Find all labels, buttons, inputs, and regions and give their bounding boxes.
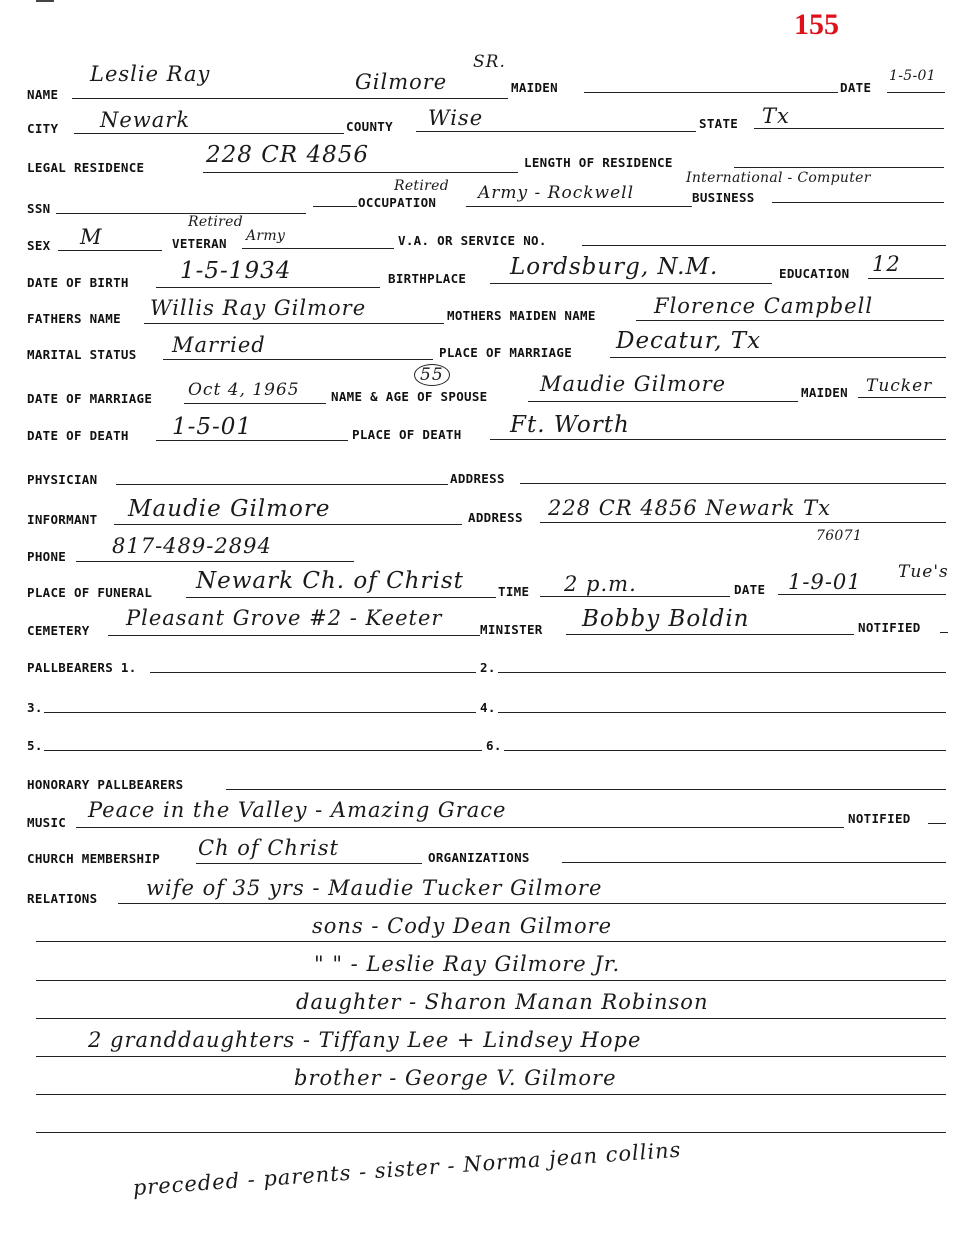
state-line (754, 128, 944, 129)
pallbearer-5-label: 5. (27, 738, 43, 753)
notified-label: NOTIFIED (858, 620, 921, 635)
date-of-marriage-label: DATE OF MARRIAGE (27, 391, 153, 406)
relations-line-7 (36, 1132, 946, 1133)
pallbearer-4-label: 4. (480, 700, 496, 715)
relations-line-1 (118, 903, 946, 904)
phone-line (76, 561, 354, 562)
fathers-name-value: Willis Ray Gilmore (150, 296, 367, 320)
relations-line-6 (36, 1094, 946, 1095)
va-service-no-line (582, 245, 946, 246)
organizations-line (562, 862, 946, 863)
spouse-name-line (528, 401, 798, 402)
funeral-date-label: DATE (734, 582, 766, 597)
minister-label: MINISTER (480, 622, 543, 637)
pallbearers-1-label: PALLBEARERS 1. (27, 660, 137, 675)
physician-line (116, 484, 448, 485)
legal-residence-label: LEGAL RESIDENCE (27, 160, 145, 175)
veteran-note-value: Retired (188, 214, 243, 230)
relations-3-value: " " - Leslie Ray Gilmore Jr. (314, 952, 621, 976)
sex-label: SEX (27, 238, 51, 253)
marital-status-line (163, 359, 433, 360)
date-label: DATE (840, 80, 872, 95)
birthplace-line (490, 283, 772, 284)
name-age-spouse-label: NAME & AGE OF SPOUSE (331, 389, 488, 404)
last-name-value: Gilmore (355, 70, 448, 94)
pallbearer-1-line (150, 672, 476, 673)
honorary-pallbearers-label: HONORARY PALLBEARERS (27, 777, 184, 792)
city-value: Newark (100, 108, 191, 132)
relations-4-value: daughter - Sharon Manan Robinson (296, 990, 709, 1014)
state-value: Tx (762, 104, 790, 128)
date-value: 1-5-01 (889, 68, 936, 84)
cemetery-label: CEMETERY (27, 623, 90, 638)
informant-address-line (540, 522, 946, 523)
va-service-no-label: V.A. OR SERVICE NO. (398, 233, 547, 248)
phone-label: PHONE (27, 549, 67, 564)
business-line (772, 202, 944, 203)
place-of-funeral-line (186, 597, 496, 598)
date-line (887, 92, 945, 93)
informant-zip-value: 76071 (816, 528, 863, 544)
date-of-birth-line (156, 287, 380, 288)
notified-line (940, 632, 948, 633)
county-line (416, 131, 696, 132)
state-label: STATE (699, 116, 739, 131)
informant-value: Maudie Gilmore (128, 496, 331, 522)
place-of-marriage-label: PLACE OF MARRIAGE (439, 345, 573, 360)
occupation-value: Army - Rockwell (478, 183, 635, 203)
cemetery-line (108, 635, 480, 636)
legal-residence-line (203, 172, 518, 173)
spouse-maiden-value: Tucker (866, 376, 933, 396)
fathers-name-line (144, 323, 444, 324)
music-notified-label: NOTIFIED (848, 811, 911, 826)
relations-line-2 (36, 941, 946, 942)
church-membership-line (196, 863, 422, 864)
pallbearer-4-line (498, 712, 946, 713)
occupation-leader-line (313, 206, 357, 207)
relations-line-4 (36, 1018, 946, 1019)
date-of-birth-value: 1-5-1934 (180, 258, 292, 284)
county-label: COUNTY (346, 119, 393, 134)
informant-line (114, 524, 462, 525)
music-label: MUSIC (27, 815, 67, 830)
time-label: TIME (498, 584, 530, 599)
relations-line-3 (36, 980, 946, 981)
mothers-maiden-name-value: Florence Campbell (654, 294, 874, 318)
pallbearer-2-line (498, 672, 946, 673)
spouse-maiden-line (858, 397, 946, 398)
veteran-value: Army (246, 228, 286, 244)
spouse-maiden-label: MAIDEN (801, 385, 848, 400)
suffix-value: SR. (473, 52, 506, 72)
preceded-note: preceded - parents - sister - Norma jean collins (132, 1137, 683, 1200)
music-notified-line (928, 823, 946, 824)
place-of-death-value: Ft. Worth (510, 412, 630, 438)
occupation-note-value: Retired (394, 178, 449, 194)
place-of-funeral-value: Newark Ch. of Christ (196, 568, 464, 594)
ssn-label: SSN (27, 201, 51, 216)
pallbearer-6-label: 6. (486, 738, 502, 753)
music-value: Peace in the Valley - Amazing Grace (88, 798, 507, 822)
mothers-maiden-name-line (636, 320, 944, 321)
organizations-label: ORGANIZATIONS (428, 850, 530, 865)
scan-mark (36, 0, 54, 2)
legal-residence-value: 228 CR 4856 (206, 142, 369, 168)
business-value: International - Computer (686, 170, 871, 186)
relations-line-5 (36, 1056, 946, 1057)
spouse-age-value: 55 (414, 364, 450, 386)
physician-label: PHYSICIAN (27, 472, 98, 487)
name-line (72, 98, 508, 99)
phone-value: 817-489-2894 (112, 534, 272, 558)
relations-label: RELATIONS (27, 891, 98, 906)
cemetery-value: Pleasant Grove #2 - Keeter (126, 606, 443, 630)
veteran-line (242, 248, 394, 249)
relations-6-value: brother - George V. Gilmore (294, 1066, 617, 1090)
county-value: Wise (428, 106, 484, 130)
informant-address-label: ADDRESS (468, 510, 523, 525)
city-line (74, 133, 344, 134)
maiden-label: MAIDEN (511, 80, 558, 95)
date-of-birth-label: DATE OF BIRTH (27, 275, 129, 290)
church-membership-label: CHURCH MEMBERSHIP (27, 851, 161, 866)
sex-value: M (80, 225, 103, 249)
fathers-name-label: FATHERS NAME (27, 311, 121, 326)
place-of-marriage-line (610, 357, 946, 358)
pallbearer-2-label: 2. (480, 660, 496, 675)
education-line (868, 278, 944, 279)
date-of-death-label: DATE OF DEATH (27, 428, 129, 443)
relations-1-value: wife of 35 yrs - Maudie Tucker Gilmore (146, 876, 603, 900)
funeral-day-value: Tue's (898, 562, 949, 582)
time-line (540, 596, 730, 597)
physician-address-line (520, 483, 946, 484)
place-of-funeral-label: PLACE OF FUNERAL (27, 585, 153, 600)
veteran-label: VETERAN (172, 236, 227, 251)
minister-line (566, 634, 854, 635)
music-line (76, 827, 844, 828)
pallbearer-3-line (44, 712, 476, 713)
physician-address-label: ADDRESS (450, 471, 505, 486)
education-value: 12 (872, 252, 901, 276)
ssn-line (56, 213, 306, 214)
place-of-death-label: PLACE OF DEATH (352, 427, 462, 442)
relations-2-value: sons - Cody Dean Gilmore (312, 914, 613, 938)
honorary-pallbearers-line (226, 789, 946, 790)
minister-value: Bobby Boldin (582, 606, 750, 632)
pallbearer-5-line (44, 750, 482, 751)
date-of-marriage-value: Oct 4, 1965 (188, 380, 300, 400)
education-label: EDUCATION (779, 266, 850, 281)
pallbearer-3-label: 3. (27, 700, 43, 715)
business-label: BUSINESS (692, 190, 755, 205)
occupation-label: OCCUPATION (358, 195, 437, 210)
occupation-line (466, 206, 692, 207)
spouse-name-value: Maudie Gilmore (540, 372, 727, 396)
time-value: 2 p.m. (564, 572, 637, 596)
date-of-death-value: 1-5-01 (172, 414, 253, 440)
birthplace-label: BIRTHPLACE (388, 271, 467, 286)
page-number: 155 (794, 8, 839, 41)
pallbearer-6-line (504, 750, 946, 751)
place-of-death-line (490, 439, 946, 440)
maiden-line (584, 92, 838, 93)
birthplace-value: Lordsburg, N.M. (510, 254, 719, 280)
informant-address-value: 228 CR 4856 Newark Tx (548, 496, 832, 520)
date-of-marriage-line (184, 403, 326, 404)
date-of-death-line (156, 440, 348, 441)
place-of-marriage-value: Decatur, Tx (616, 328, 762, 354)
informant-label: INFORMANT (27, 512, 98, 527)
church-membership-value: Ch of Christ (198, 836, 339, 860)
sex-line (58, 250, 162, 251)
length-of-residence-label: LENGTH OF RESIDENCE (524, 155, 673, 170)
marital-status-value: Married (172, 333, 266, 357)
length-of-residence-line (734, 167, 944, 168)
relations-5-value: 2 granddaughters - Tiffany Lee + Lindsey Hope (88, 1028, 642, 1052)
funeral-date-line (778, 594, 946, 595)
name-label: NAME (27, 87, 59, 102)
marital-status-label: MARITAL STATUS (27, 347, 137, 362)
funeral-date-value: 1-9-01 (788, 570, 862, 594)
mothers-maiden-name-label: MOTHERS MAIDEN NAME (447, 308, 596, 323)
first-name-value: Leslie Ray (90, 62, 211, 86)
city-label: CITY (27, 121, 59, 136)
